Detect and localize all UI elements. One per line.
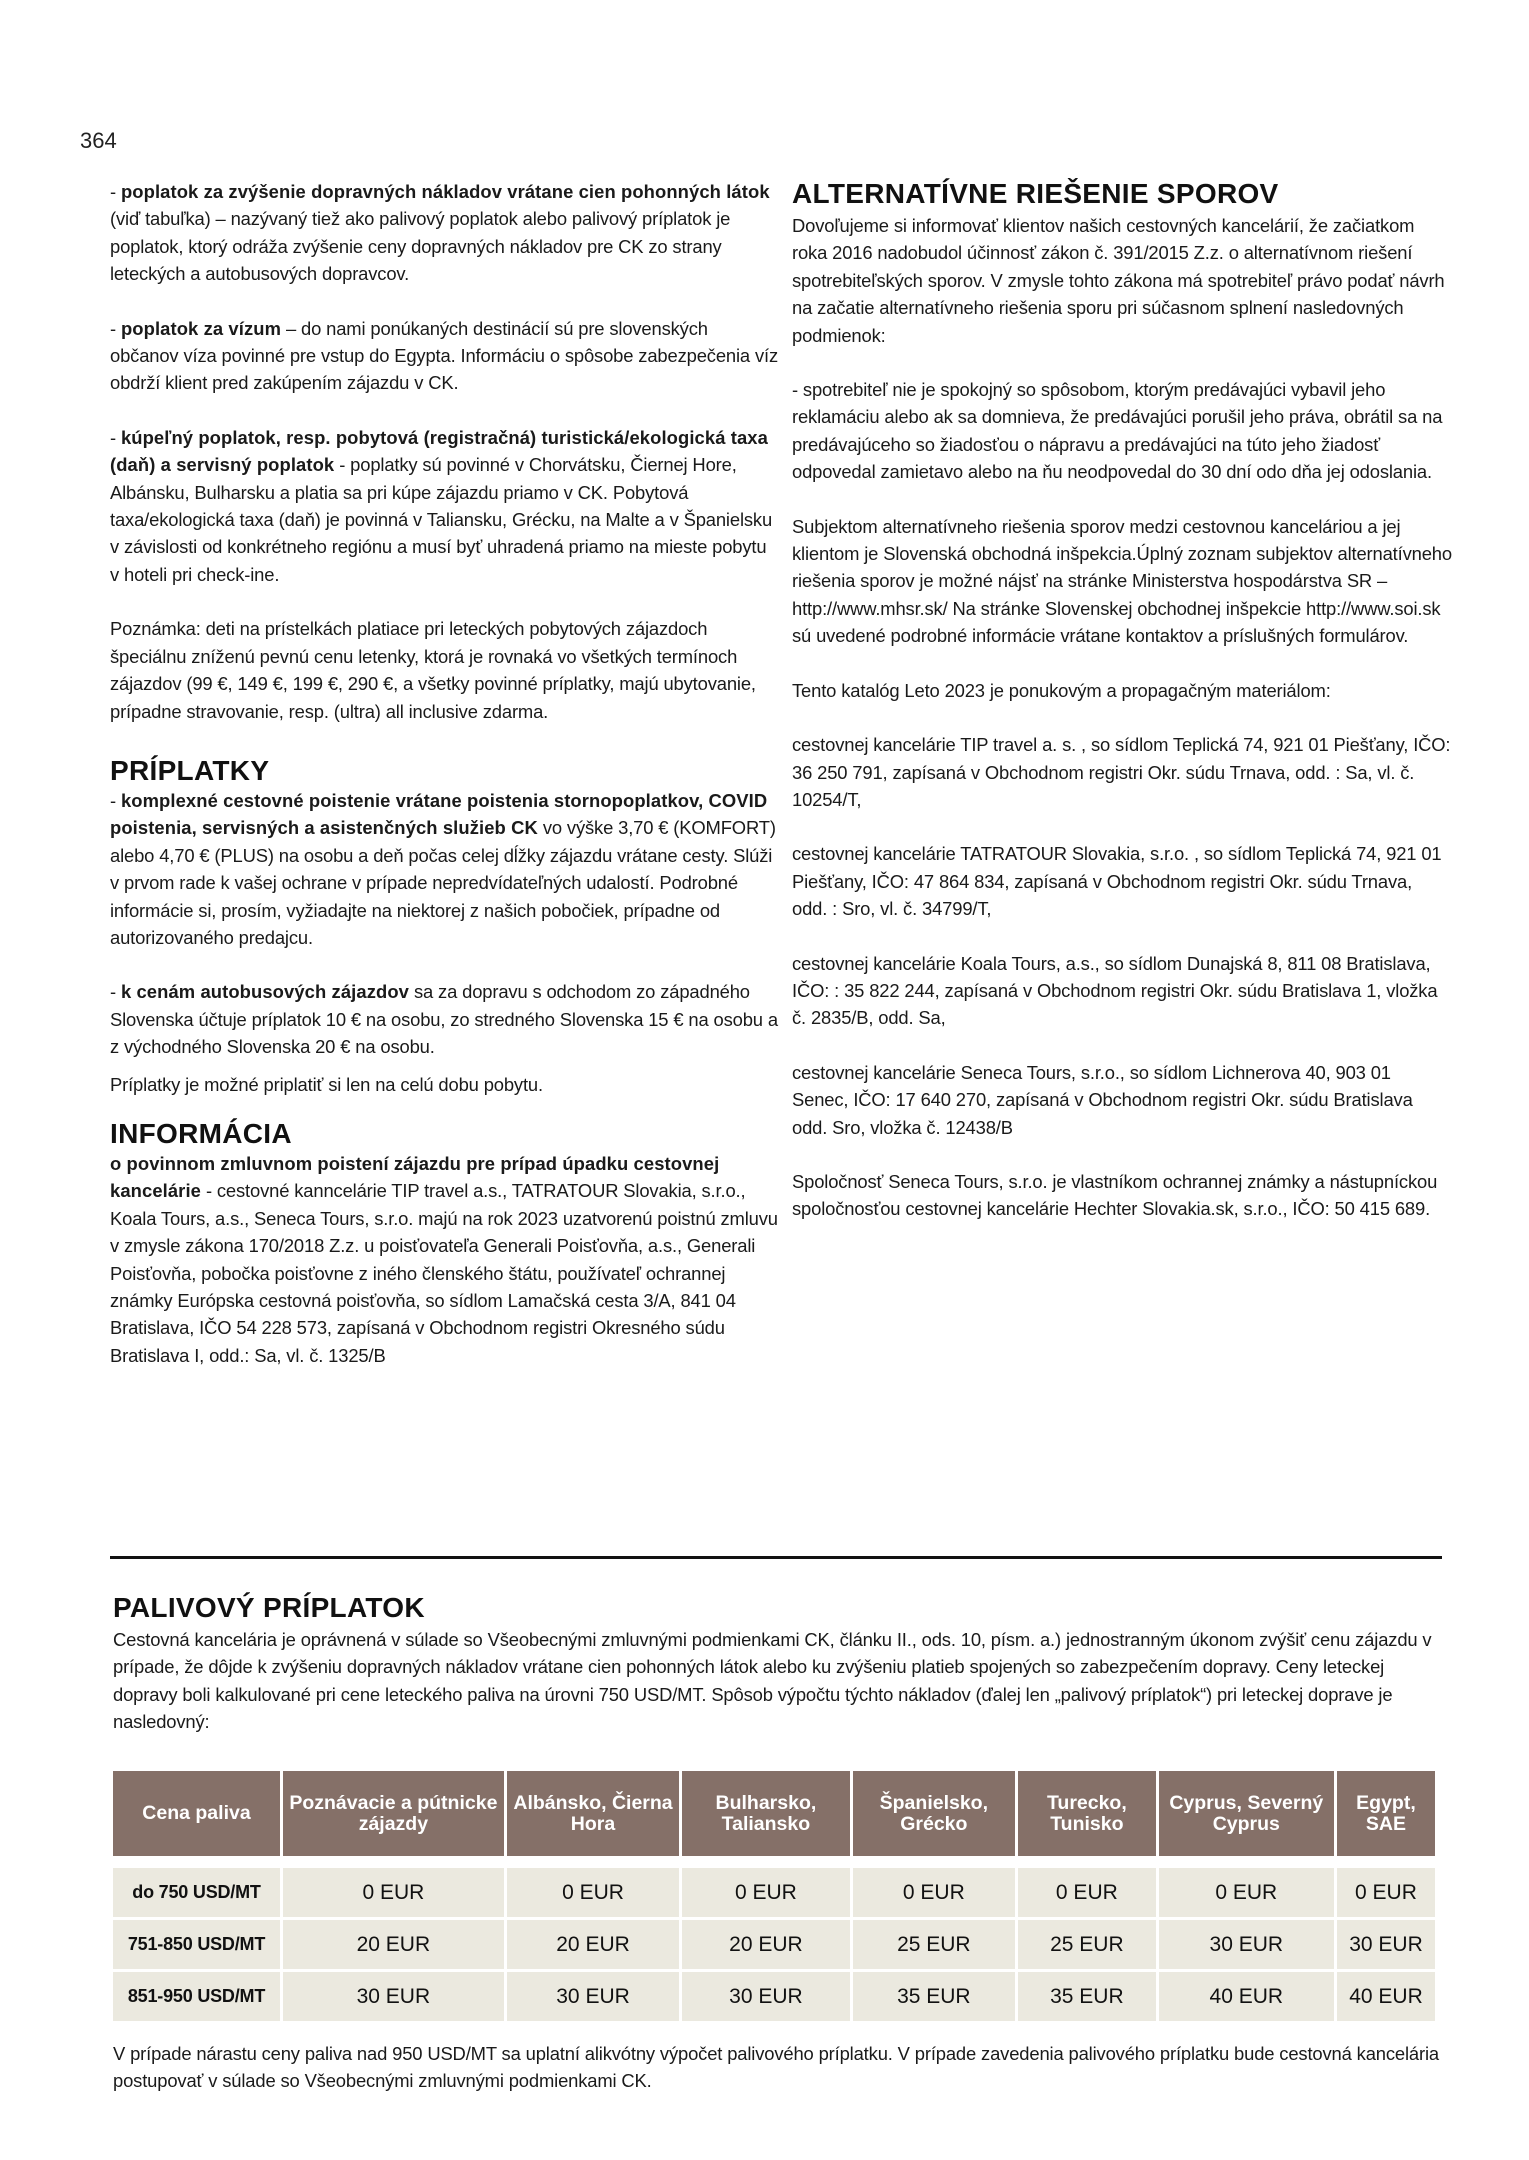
agency-tatratour: cestovnej kancelárie TATRATOUR Slovakia, s.r.o. , so sídlom Teplická 74, 921 01 Piešťany, IČO: 47 864 834, zapísaná v Obchodnom registri Okr. súdu Trnava, odd. : Sro, vl. č. 34799/T, [792, 843, 1442, 920]
visa-fee-paragraph [110, 315, 780, 397]
information-term: o povinnom zmluvnom poistení zájazdu pre prípad úpadku cestovnej kancelárie [110, 1152, 720, 1202]
children-note: Poznámka: deti na prístelkách platiace pri leteckých pobytových zájazdoch špeciálnu zníženú pevnú cenu letenky, ktorá je rovnaká vo všetkých termínoch zájazdov (99 €, 149 €, 199 €, 290 €, a všetky povinné príplatky, majú ubytovanie, prípadne stravovanie, resp. (ultra) all inclusive zdarma. [110, 618, 756, 722]
fuel-surcharge-heading: PALIVOVÝ PRÍPLATOK [113, 1592, 425, 1623]
bullet-dash: - [110, 981, 121, 1003]
table-cell: 0 EUR [1159, 1868, 1334, 1917]
agency-seneca-tours: cestovnej kancelárie Seneca Tours, s.r.o., so sídlom Lichnerova 40, 903 01 Senec, IČO: 17 640 270, zapísaná v Obchodnom registri Okr. súdu Bratislava odd. Sro, vložka č. 12438/B [792, 1061, 1413, 1138]
spa-fee-paragraph [110, 424, 780, 588]
table-cell: 35 EUR [853, 1972, 1016, 2021]
fuel-fee-text: (viď tabuľka) – nazývaný tiež ako palivový poplatok alebo palivový príplatok je poplatok, ktorý odráža zvýšenie ceny dopravných nákladov pre CK zo strany leteckých a autobusových dopravcov. [110, 208, 731, 285]
column-header: Albánsko, Čierna Hora [507, 1771, 680, 1856]
table-header-row [113, 1771, 1435, 1856]
fuel-fee-term: poplatok za zvýšenie dopravných nákladov vrátane cien pohonných látok [120, 181, 770, 202]
table-cell: 0 EUR [507, 1868, 680, 1917]
spa-fee-term: kúpeľný poplatok, resp. pobytová (registračná) turistická/ekologická taxa (daň) a servisný poplatok [110, 426, 768, 476]
column-header: Cyprus, Severný Cyprus [1159, 1771, 1334, 1856]
column-header: Španielsko, Grécko [853, 1771, 1016, 1856]
dispute-condition: - spotrebiteľ nie je spokojný so spôsobom, ktorým predávajúci vybavil jeho reklamáciu alebo ak sa domnieva, že predávajúci porušil jeho práva, obrátil sa na predávajúceho so žiadosťou o nápravu a predávajúci na túto jeho žiadosť odpovedal zamietavo alebo na ňu neodpovedal do 30 dní odo dňa jej odoslania. [792, 379, 1443, 483]
table-cell: 40 EUR [1337, 1972, 1435, 2021]
bus-text: sa za dopravu s odchodom zo západného Slovenska účtuje príplatok 10 € na osobu, zo stredného Slovenska 15 € na osobu a z východného Slovenska 20 € na osobu. [110, 981, 778, 1058]
dispute-subject: Subjektom alternatívneho riešenia sporov medzi cestovnou kanceláriou a jej klientom je Slovenská obchodná inšpekcia.Úplný zoznam subjektov alternatívneho riešenia sporov je možné nájsť na stránke Ministerstva hospodárstva SR – http://www.mhsr.sk/ Na stránke Slovenskej obchodnej inšpekcie http://www.soi.sk sú uvedené podrobné informácie vrátane kontaktov a príslušných formulárov. [792, 515, 1452, 647]
column-header: Bulharsko, Taliansko [682, 1771, 849, 1856]
bullet-dash: - [110, 317, 121, 339]
bus-paragraph [110, 978, 780, 1060]
table-cell: 35 EUR [1018, 1972, 1156, 2021]
left-column [110, 178, 780, 1396]
catalog-statement: Tento katalóg Leto 2023 je ponukovým a propagačným materiálom: [792, 679, 1331, 701]
fuel-fee-paragraph [110, 178, 780, 288]
supplements-heading: PRÍPLATKY [110, 754, 270, 786]
agency-tip-travel: cestovnej kancelárie TIP travel a. s. , so sídlom Teplická 74, 921 01 Piešťany, IČO: 36 250 791, zapísaná v Obchodnom registri Okr. súdu Trnava, odd. : Sa, vl. č. 10254/T, [792, 734, 1451, 810]
table-cell: 30 EUR [1159, 1920, 1334, 1969]
row-header: do 750 USD/MT [113, 1868, 280, 1917]
visa-fee-text: – do nami ponúkaných destinácií sú pre slovenských občanov víza povinné pre vstup do Egypta. Informáciu o spôsobe zabezpečenia víz obdrží klient pred zakúpením zájazdu v CK. [110, 317, 779, 394]
table-row [113, 1972, 1435, 2021]
visa-fee-term: poplatok za vízum [120, 317, 282, 339]
table-cell: 20 EUR [283, 1920, 504, 1969]
table-cell: 30 EUR [507, 1972, 680, 2021]
dispute-resolution-heading: ALTERNATÍVNE RIEŠENIE SPOROV [792, 178, 1279, 209]
right-column [792, 178, 1452, 1250]
agency-koala-tours: cestovnej kancelárie Koala Tours, a.s., so sídlom Dunajská 8, 811 08 Bratislava, IČO: : 35 822 244, zapísaná v Obchodnom registri Okr. súdu Bratislava 1, vložka č. 2835/B, odd. Sa, [792, 952, 1438, 1029]
information-text: - cestovné kanncelárie TIP travel a.s., TATRATOUR Slovakia, s.r.o., Koala Tours, a.s., Seneca Tours, s.r.o. majú na rok 2023 uzatvorenú poistnú zmluvu v zmysle zákona 170/2018 Z.z. u poisťovateľa Generali Poisťovňa, a.s., Generali Poisťovňa, pobočka poisťovne z iného členského štátu, používateľ ochrannej známky Európska cestovná poisťovňa, so sídlom Lamačská cesta 3/A, 841 04 Bratislava, IČO 54 228 573, zapísaná v Obchodnom registri Okresného súdu Bratislava I, odd.: Sa, vl. č. 1325/B [110, 1180, 778, 1366]
information-heading: INFORMÁCIA [110, 1117, 292, 1149]
dispute-intro: Dovoľujeme si informovať klientov našich cestovných kancelárií, že začiatkom roka 2016 nadobudol účinnosť zákon č. 391/2015 Z.z. o alternatívnom riešení spotrebiteľských sporov. V zmysle tohto zákona má spotrebiteľ právo podať návrh na začatie alternatívneho riešenia sporu pri súčasnom splnení nasledovných podmienok: [792, 215, 1445, 346]
table-cell: 0 EUR [853, 1868, 1016, 1917]
table-row [113, 1920, 1435, 1969]
section-divider [110, 1556, 1442, 1559]
table-cell: 25 EUR [1018, 1920, 1156, 1969]
column-header: Turecko, Tunisko [1018, 1771, 1156, 1856]
table-cell: 30 EUR [283, 1972, 504, 2021]
information-paragraph [110, 1150, 780, 1369]
table-cell: 0 EUR [1337, 1868, 1435, 1917]
fuel-surcharge-intro: Cestovná kancelária je oprávnená v súlade so Všeobecnými zmluvnými podmienkami CK, článku II., ods. 10, písm. a.) jednostranným úkonom zvýšiť cenu zájazdu v prípade, že dôjde k zvýšeniu dopravných nákladov vrátane cien pohonných látok alebo ku zvýšeniu platieb spojených so zabezpečením dopravy. Ceny leteckej dopravy boli kalkulované pri cene leteckého paliva na úrovni 750 USD/MT. Spôsob výpočtu týchto nákladov (ďalej len „palivový príplatok“) pri leteckej doprave je nasledovný: [113, 1629, 1432, 1733]
table-cell: 0 EUR [1018, 1868, 1156, 1917]
table-cell: 30 EUR [682, 1972, 849, 2021]
column-header: Poznávacie a pútnicke zájazdy [283, 1771, 504, 1856]
table-cell: 0 EUR [283, 1868, 504, 1917]
bullet-dash: - [110, 789, 121, 811]
seneca-trademark-note: Spoločnosť Seneca Tours, s.r.o. je vlastníkom ochrannej známky a nástupníckou spoločnosťou cestovnej kancelárie Hechter Slovakia.sk, s.r.o., IČO: 50 415 689. [792, 1170, 1438, 1220]
table-cell: 0 EUR [682, 1868, 849, 1917]
fuel-surcharge-footnote: V prípade nárastu ceny paliva nad 950 USD/MT sa uplatní alikvótny výpočet palivového príplatku. V prípade zavedenia palivového príplatku bude cestovná kancelária postupovať v súlade so Všeobecnými zmluvnými podmienkami CK. [113, 2043, 1440, 2092]
whole-stay-note: Príplatky je možné priplatiť si len na celú dobu pobytu. [110, 1073, 543, 1095]
table-cell: 20 EUR [507, 1920, 680, 1969]
table-cell: 30 EUR [1337, 1920, 1435, 1969]
table-row [113, 1868, 1435, 1917]
row-header: 751-850 USD/MT [113, 1920, 280, 1969]
insurance-text: vo výške 3,70 € (KOMFORT) alebo 4,70 € (PLUS) na osobu a deň počas celej dĺžky zájazdu vrátane cesty. Slúži v prvom rade k vašej ochrane v prípade nepredvídateľných udalostí. Podrobné informácie si, prosím, vyžiadajte na niektorej z našich pobočiek, prípadne od autorizovaného predajcu. [110, 817, 776, 948]
fuel-surcharge-table [110, 1768, 1438, 2024]
column-header: Egypt, SAE [1337, 1771, 1435, 1856]
spa-fee-text: - poplatky sú povinné v Chorvátsku, Čiernej Hore, Albánsku, Bulharsku a platia sa pri kúpe zájazdu priamo v CK. Pobytová taxa/ekologická taxa (daň) je povinná v Taliansku, Grécku, na Malte a v Španielsku v závislosti od konkrétneho regiónu a musí byť uhradená priamo na mieste pobytu v hoteli pri check-ine. [110, 454, 773, 585]
fuel-surcharge-section [113, 1592, 1448, 1736]
bullet-dash: - [110, 181, 121, 202]
page-number: 364 [80, 128, 117, 153]
table-cell: 25 EUR [853, 1920, 1016, 1969]
insurance-paragraph [110, 787, 780, 951]
table-cell: 20 EUR [682, 1920, 849, 1969]
bus-term: k cenám autobusových zájazdov [120, 981, 409, 1003]
table-cell: 40 EUR [1159, 1972, 1334, 2021]
insurance-term: komplexné cestovné poistenie vrátane poistenia stornopoplatkov, COVID poistenia, servisných a asistenčných služieb CK [110, 789, 768, 839]
row-header: 851-950 USD/MT [113, 1972, 280, 2021]
bullet-dash: - [110, 426, 121, 448]
column-header: Cena paliva [113, 1771, 280, 1856]
